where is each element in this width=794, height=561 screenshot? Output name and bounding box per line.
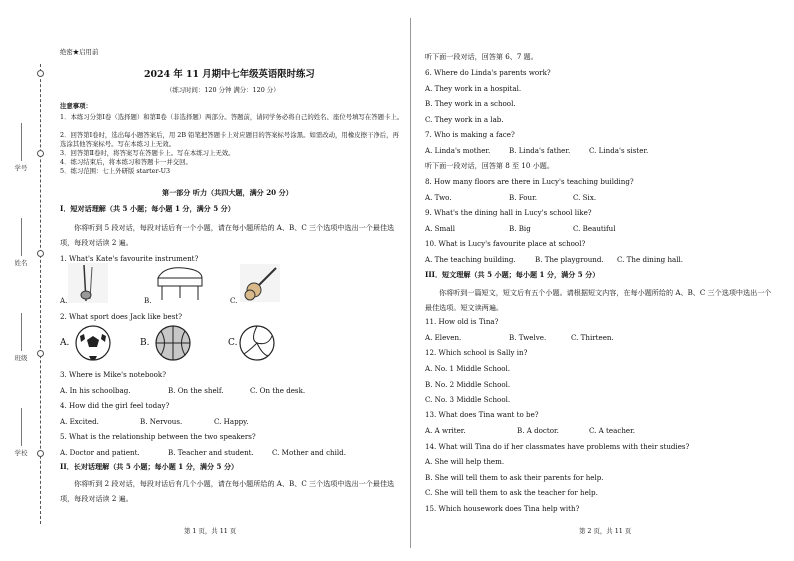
binding-hole <box>37 350 44 357</box>
question-6: 6. Where do Linda's parents work? <box>425 68 551 77</box>
question-12: 12. Which school is Sally in? <box>425 348 528 357</box>
q5-option-b[interactable]: B. Teacher and student. <box>168 448 254 457</box>
binding-label-class: 班级 <box>14 310 28 362</box>
q10-option-a[interactable]: A. The teaching building. <box>425 255 516 264</box>
part1-heading: 第一部分 听力（共四大题，满分 20 分） <box>162 188 293 197</box>
section1-heading: I．短对话理解（共 5 小题；每小题 1 分，满分 5 分） <box>60 204 235 213</box>
q1-option-c[interactable]: C. <box>230 296 238 305</box>
page-footer-1: 第 1 页，共 11 页 <box>184 527 237 535</box>
q5-option-a[interactable]: A. Doctor and patient. <box>60 448 140 457</box>
binding-hole <box>37 450 44 457</box>
q12-option-c[interactable]: C. No. 3 Middle School. <box>425 395 511 404</box>
q12-option-b[interactable]: B. No. 2 Middle School. <box>425 380 511 389</box>
erhu-icon <box>68 263 108 303</box>
q4-option-a[interactable]: A. Excited. <box>60 417 99 426</box>
note-4: 4．练习结束后，将本练习和答题卡一并交回。 <box>60 158 192 166</box>
question-3: 3. Where is Mike's notebook? <box>60 370 167 379</box>
q13-option-a[interactable]: A. A writer. <box>425 426 466 435</box>
q11-option-b[interactable]: B. Twelve. <box>509 333 547 342</box>
q7-option-c[interactable]: C. Linda's sister. <box>589 146 649 155</box>
q9-option-a[interactable]: A. Small <box>425 224 455 233</box>
question-14: 14. What will Tina do if her classmates have problems with their studies? <box>425 442 690 451</box>
q6-option-a[interactable]: A. They work in a hospital. <box>425 84 522 93</box>
binding-hole <box>37 250 44 257</box>
q11-option-c[interactable]: C. Thirteen. <box>571 333 614 342</box>
secret-header: 绝密★启用前 <box>60 48 99 56</box>
note-1: 1．本练习分第Ⅰ卷（选择题）和第Ⅱ卷（非选择题）两部分。答题前，请同学务必将自己的姓名、座位号填写在答题卡上。 <box>60 113 404 121</box>
note-3: 3．回答第Ⅱ卷时，将答案写在答题卡上。写在本练习上无效。 <box>60 149 235 157</box>
q8-option-b[interactable]: B. Four. <box>509 193 537 202</box>
q13-option-b[interactable]: B. A doctor. <box>517 426 559 435</box>
q14-option-c[interactable]: C. She will tell them to ask the teacher for help. <box>425 488 598 497</box>
section1-desc: 你将听到 5 段对话，每段对话后有一个小题，请在每小题所给的 A、B、C 三个选项中选出一个最佳选项，每段对话读 2 遍。 <box>60 223 395 247</box>
q10-option-b[interactable]: B. The playground. <box>535 255 604 264</box>
q12-option-a[interactable]: A. No. 1 Middle School. <box>425 364 511 373</box>
section3-desc: 你将听到一篇短文，短文后有五个小题。请根据短文内容，在每小题所给的 A、B、C 三个选项中选出一个最佳选项。短文读两遍。 <box>425 288 772 312</box>
question-1: 1. What's Kate's favourite instrument? <box>60 254 199 263</box>
page-divider <box>410 18 411 548</box>
q2-option-c[interactable]: C. <box>228 338 238 348</box>
section3-heading: III．短文理解（共 5 小题；每小题 1 分，满分 5 分） <box>425 270 600 279</box>
binding-hole <box>37 150 44 157</box>
q8-option-a[interactable]: A. Two. <box>425 193 452 202</box>
q6-option-b[interactable]: B. They work in a school. <box>425 99 516 108</box>
question-4: 4. How did the girl feel today? <box>60 401 170 410</box>
q10-option-c[interactable]: C. The dining hall. <box>617 255 684 264</box>
q3-option-a[interactable]: A. In his schoolbag. <box>60 386 131 395</box>
question-10: 10. What is Lucy's favourite place at school? <box>425 239 586 248</box>
q9-option-c[interactable]: C. Beautiful <box>573 224 616 233</box>
binding-label-id: 学号 <box>14 120 28 172</box>
q4-option-b[interactable]: B. Nervous. <box>140 417 183 426</box>
binding-margin <box>0 0 58 561</box>
q7-option-b[interactable]: B. Linda's father. <box>509 146 571 155</box>
q3-option-b[interactable]: B. On the shelf. <box>168 386 224 395</box>
exam-title: 2024 年 11 月期中七年级英语限时练习 <box>144 69 315 80</box>
notes-heading: 注意事项： <box>60 102 92 110</box>
q11-option-a[interactable]: A. Eleven. <box>425 333 462 342</box>
basketball-icon <box>154 324 192 362</box>
instruction-8-10: 听下面一段对话，回答第 8 至 10 小题。 <box>425 161 554 170</box>
q1-option-a[interactable]: A. <box>60 296 68 305</box>
page-footer-2: 第 2 页，共 11 页 <box>579 527 632 535</box>
question-15: 15. Which housework does Tina help with? <box>425 504 580 513</box>
q7-option-a[interactable]: A. Linda's mother. <box>425 146 491 155</box>
q1-option-b[interactable]: B. <box>144 296 152 305</box>
soccer-ball-icon <box>74 324 112 362</box>
q2-option-b[interactable]: B. <box>140 338 150 348</box>
question-8: 8. How many floors are there in Lucy's teaching building? <box>425 177 634 186</box>
q2-option-a[interactable]: A. <box>60 338 70 348</box>
q8-option-c[interactable]: C. Six. <box>573 193 597 202</box>
binding-hole <box>37 70 44 77</box>
section2-desc: 你将听到 2 段对话，每段对话后有几个小题，请在每小题所给的 A、B、C 三个选项中选出一个最佳选项，每段对话读 2 遍。 <box>60 479 395 503</box>
q4-option-c[interactable]: C. Happy. <box>214 417 249 426</box>
guitar-icon <box>240 264 280 302</box>
exam-subtitle: （练习时间：120 分钟 满分：120 分） <box>166 86 280 94</box>
q5-option-c[interactable]: C. Mother and child. <box>272 448 346 457</box>
volleyball-icon <box>238 324 276 362</box>
question-13: 13. What does Tina want to be? <box>425 410 539 419</box>
section2-heading: II．长对话理解（共 5 小题；每小题 1 分，满分 5 分） <box>60 462 239 471</box>
q6-option-c[interactable]: C. They work in a lab. <box>425 115 504 124</box>
question-2: 2. What sport does Jack like best? <box>60 312 182 321</box>
q14-option-b[interactable]: B. She will tell them to ask their parents for help. <box>425 473 604 482</box>
q13-option-c[interactable]: C. A teacher. <box>589 426 635 435</box>
question-9: 9. What's the dining hall in Lucy's school like? <box>425 208 592 217</box>
note-5: 5．练习范围：七上外研版 starter-U3 <box>60 167 171 175</box>
binding-label-school: 学校 <box>14 405 28 457</box>
piano-icon <box>154 264 206 302</box>
q14-option-a[interactable]: A. She will help them. <box>425 457 505 466</box>
question-5: 5. What is the relationship between the two speakers? <box>60 432 256 441</box>
question-11: 11. How old is Tina? <box>425 317 499 326</box>
q9-option-b[interactable]: B. Big <box>509 224 531 233</box>
binding-label-name: 姓名 <box>14 215 28 267</box>
instruction-6-7: 听下面一段对话，回答第 6、7 题。 <box>425 52 538 61</box>
note-2: 2．回答第Ⅰ卷时，选出每小题答案后，用 2B 铅笔把答题卡上对应题目的答案标号涂黑。如需改动，用橡皮擦干净后，再选涂其他答案标号。写在本练习上无效。 <box>60 131 399 148</box>
q3-option-c[interactable]: C. On the desk. <box>250 386 306 395</box>
question-7: 7. Who is making a face? <box>425 130 515 139</box>
